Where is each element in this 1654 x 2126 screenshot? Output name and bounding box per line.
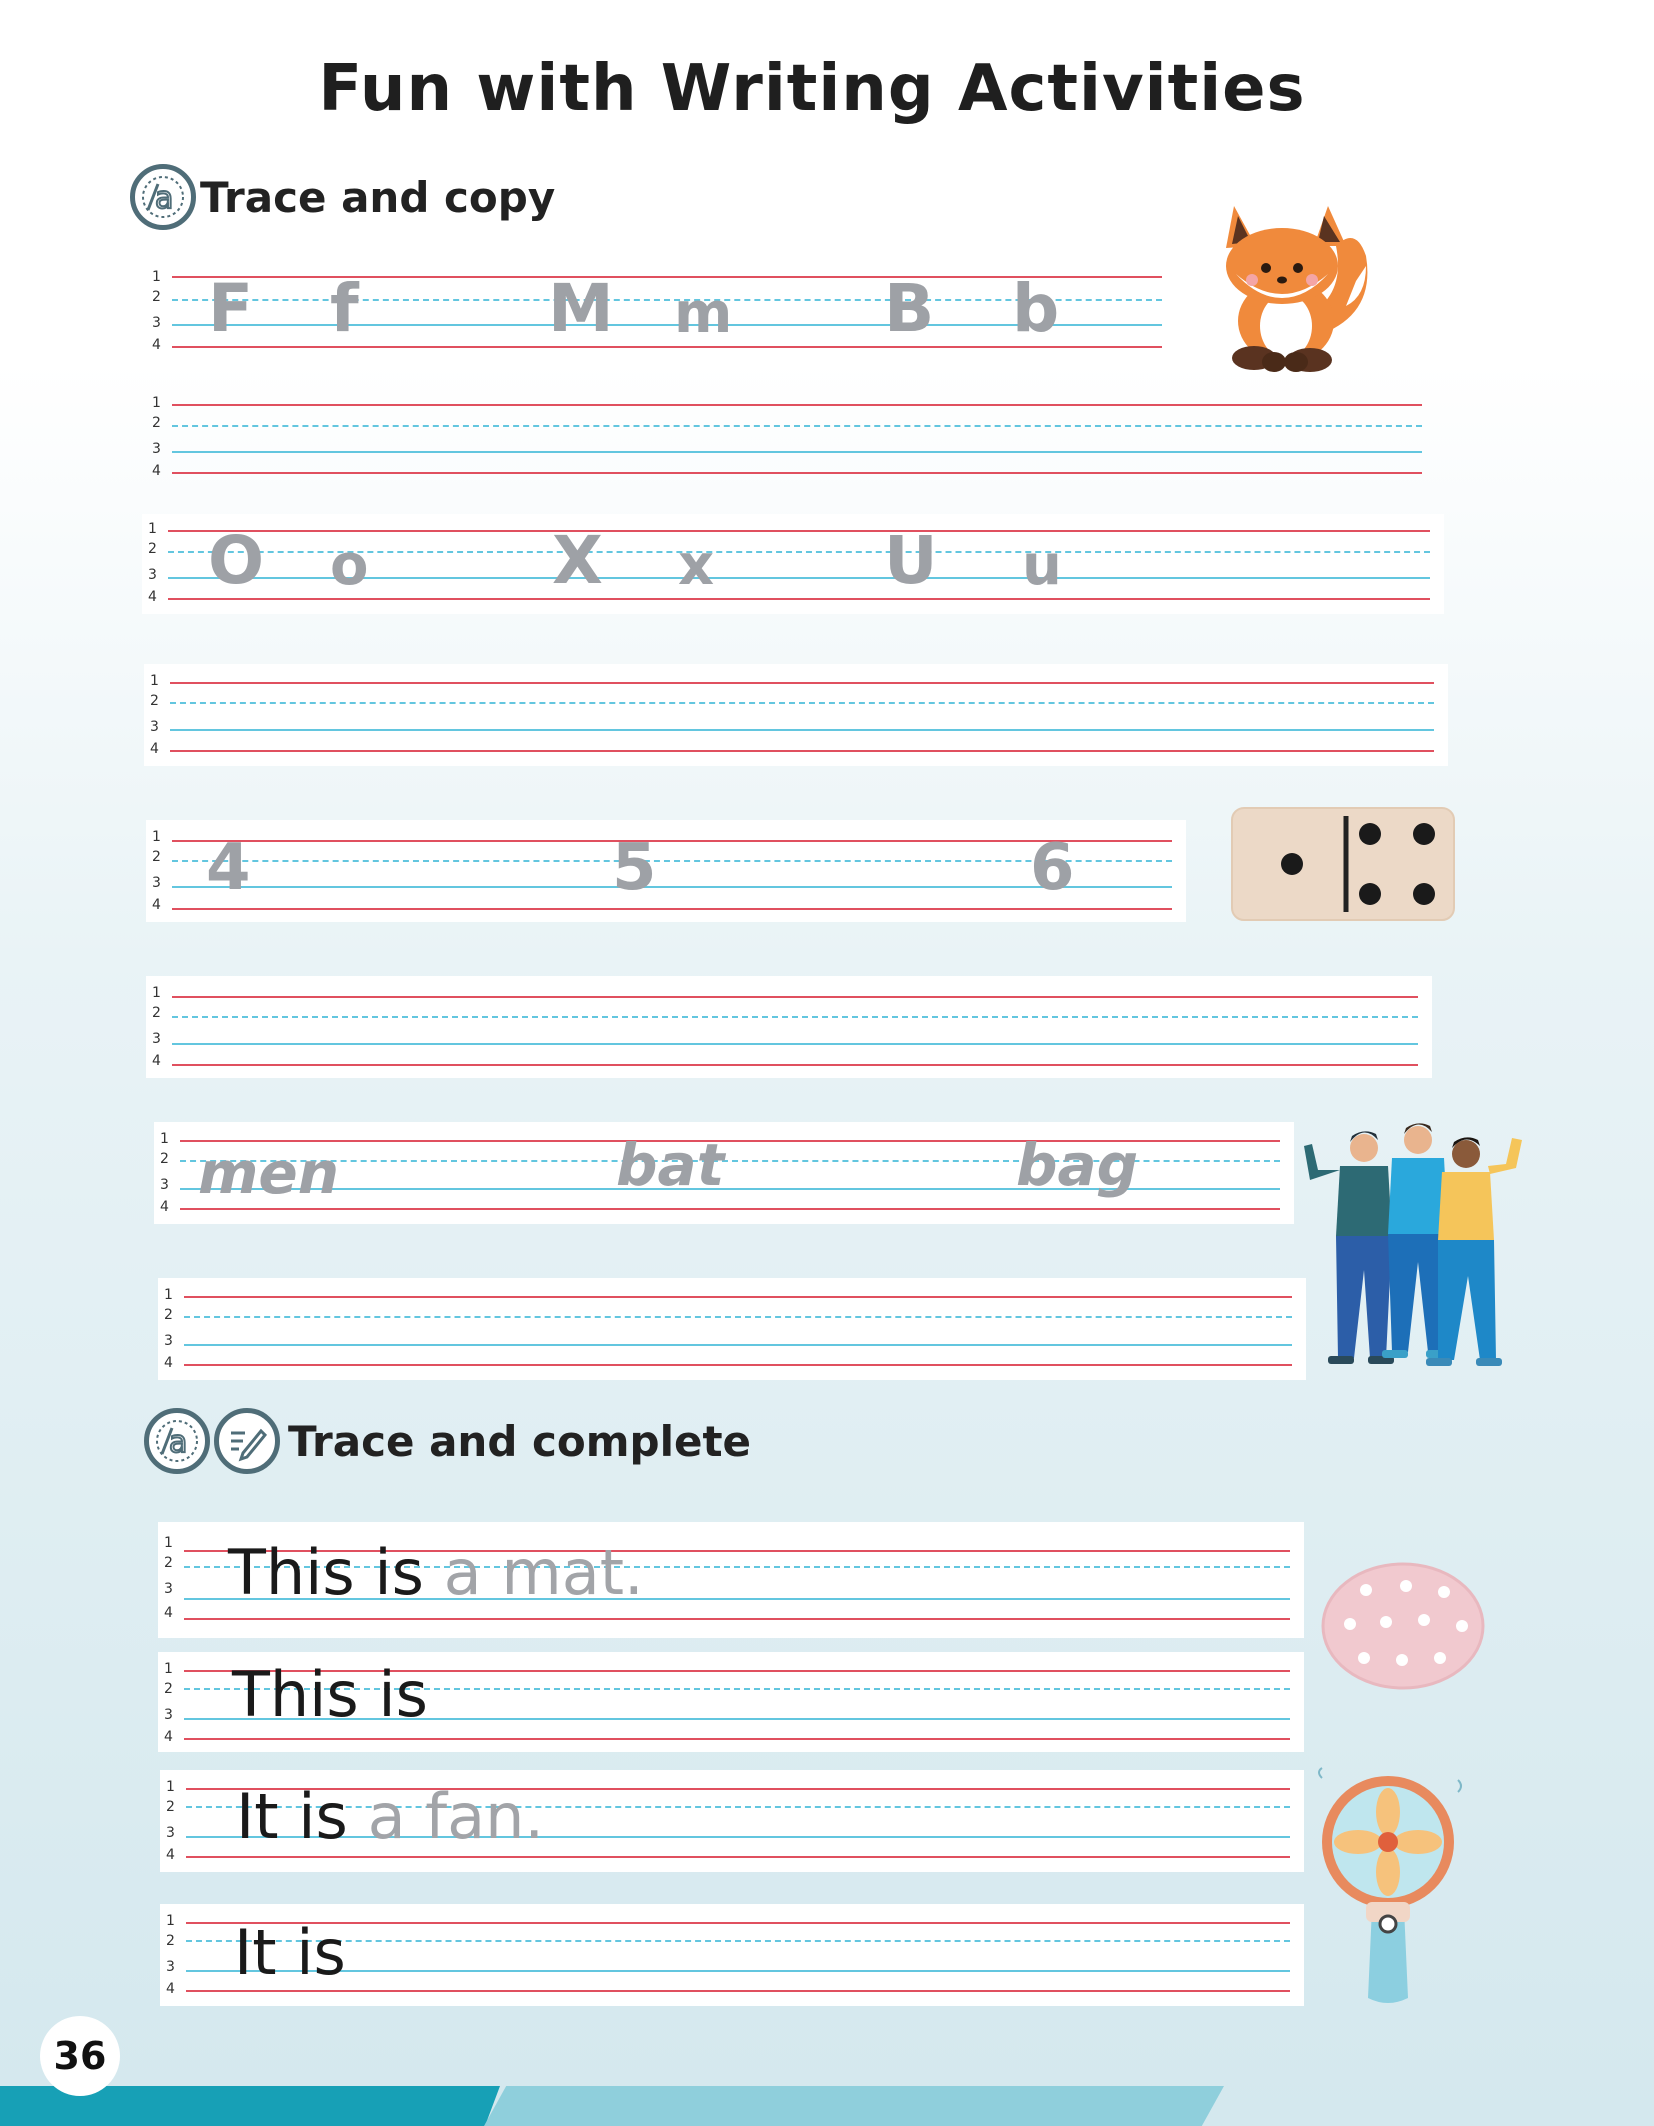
trace-letter: X <box>552 522 603 599</box>
line-number: 1 <box>160 1131 169 1147</box>
line-number: 4 <box>164 1605 173 1621</box>
writing-row[interactable] <box>158 1278 1306 1380</box>
trace-letter-icon <box>130 164 196 230</box>
svg-text:a: a <box>169 1425 188 1460</box>
line-number: 3 <box>152 1031 161 1047</box>
trace-letter: m <box>674 281 733 346</box>
line-number: 3 <box>164 1707 173 1723</box>
trace-copy-heading <box>130 164 555 230</box>
line-number: 4 <box>148 589 157 605</box>
line-number: 2 <box>166 1799 175 1815</box>
line-number: 4 <box>152 337 161 353</box>
line-number: 1 <box>152 269 161 285</box>
line-number: 1 <box>166 1913 175 1929</box>
sentence-row[interactable] <box>160 1770 1304 1872</box>
pencil-write-icon <box>214 1408 280 1474</box>
writing-row[interactable] <box>144 664 1448 766</box>
trace-letter: u <box>1022 533 1062 598</box>
sentence-row[interactable] <box>158 1652 1304 1752</box>
footer-band <box>484 2086 1224 2126</box>
line-number: 3 <box>160 1177 169 1193</box>
trace-number: 5 <box>612 831 657 905</box>
line-number: 1 <box>164 1535 173 1551</box>
line-number: 1 <box>150 673 159 689</box>
trace-letter: b <box>1012 270 1060 347</box>
line-number: 4 <box>166 1847 175 1863</box>
sentence-row[interactable] <box>160 1904 1304 2006</box>
writing-row[interactable] <box>146 820 1186 922</box>
line-number: 3 <box>148 567 157 583</box>
section-title: Trace and copy <box>200 172 556 222</box>
line-number: 2 <box>166 1933 175 1949</box>
line-number: 2 <box>152 849 161 865</box>
trace-word: bag <box>1016 1131 1139 1199</box>
sentence-prompt: This is <box>232 1658 428 1731</box>
sentence-trace: a mat. <box>443 1536 644 1609</box>
line-number: 2 <box>152 415 161 431</box>
line-number: 3 <box>150 719 159 735</box>
trace-letter: x <box>678 533 715 598</box>
line-number: 4 <box>150 741 159 757</box>
line-number: 2 <box>164 1555 173 1571</box>
line-number: 4 <box>166 1981 175 1997</box>
sentence-row[interactable] <box>158 1522 1304 1638</box>
line-number: 3 <box>152 441 161 457</box>
line-number: 2 <box>152 289 161 305</box>
trace-letter: o <box>330 533 369 598</box>
line-number: 4 <box>164 1355 173 1371</box>
line-number: 2 <box>160 1151 169 1167</box>
line-number: 4 <box>152 463 161 479</box>
domino-illustration <box>1228 804 1458 926</box>
fan-illustration <box>1312 1762 1468 2010</box>
trace-letter: M <box>548 270 614 347</box>
line-number: 2 <box>150 693 159 709</box>
line-number: 3 <box>164 1581 173 1597</box>
line-number: 1 <box>166 1779 175 1795</box>
line-number: 1 <box>164 1287 173 1303</box>
trace-letter: B <box>884 270 935 347</box>
sentence-prompt: It is <box>234 1916 346 1989</box>
line-number: 1 <box>164 1661 173 1677</box>
trace-letter-icon <box>144 1408 210 1474</box>
line-number: 1 <box>152 985 161 1001</box>
mat-illustration <box>1320 1560 1486 1692</box>
sentence-trace: a fan. <box>367 1780 545 1853</box>
writing-row[interactable] <box>142 514 1444 614</box>
page-number: 36 <box>40 2016 120 2096</box>
line-number: 3 <box>164 1333 173 1349</box>
line-number: 2 <box>152 1005 161 1021</box>
writing-row[interactable] <box>146 262 1176 362</box>
line-number: 2 <box>164 1681 173 1697</box>
line-number: 4 <box>164 1729 173 1745</box>
line-number: 1 <box>152 395 161 411</box>
sentence-prompt: This is <box>228 1536 424 1609</box>
trace-letter: F <box>208 270 254 347</box>
line-number: 3 <box>166 1825 175 1841</box>
line-number: 4 <box>152 1053 161 1069</box>
line-number: 3 <box>166 1959 175 1975</box>
trace-complete-heading <box>144 1408 751 1474</box>
line-number: 2 <box>148 541 157 557</box>
line-number: 1 <box>148 521 157 537</box>
writing-row[interactable] <box>146 388 1436 488</box>
line-number: 1 <box>152 829 161 845</box>
trace-word: bat <box>616 1131 725 1199</box>
line-number: 4 <box>160 1199 169 1215</box>
three-men-illustration <box>1300 1110 1530 1372</box>
svg-text:a: a <box>155 181 174 216</box>
page-title: Fun with Writing Activities <box>318 52 1306 126</box>
line-number: 3 <box>152 315 161 331</box>
trace-number: 4 <box>206 831 251 905</box>
line-number: 4 <box>152 897 161 913</box>
trace-letter: U <box>884 522 938 599</box>
line-number: 2 <box>164 1307 173 1323</box>
sentence-prompt: It is <box>236 1780 348 1853</box>
trace-word: men <box>198 1139 340 1207</box>
section-title: Trace and complete <box>288 1416 752 1466</box>
trace-letter: O <box>208 522 265 599</box>
fox-illustration <box>1196 186 1382 376</box>
trace-number: 6 <box>1030 831 1075 905</box>
writing-row[interactable] <box>154 1122 1294 1224</box>
writing-row[interactable] <box>146 976 1432 1078</box>
line-number: 3 <box>152 875 161 891</box>
trace-letter: f <box>330 270 359 347</box>
